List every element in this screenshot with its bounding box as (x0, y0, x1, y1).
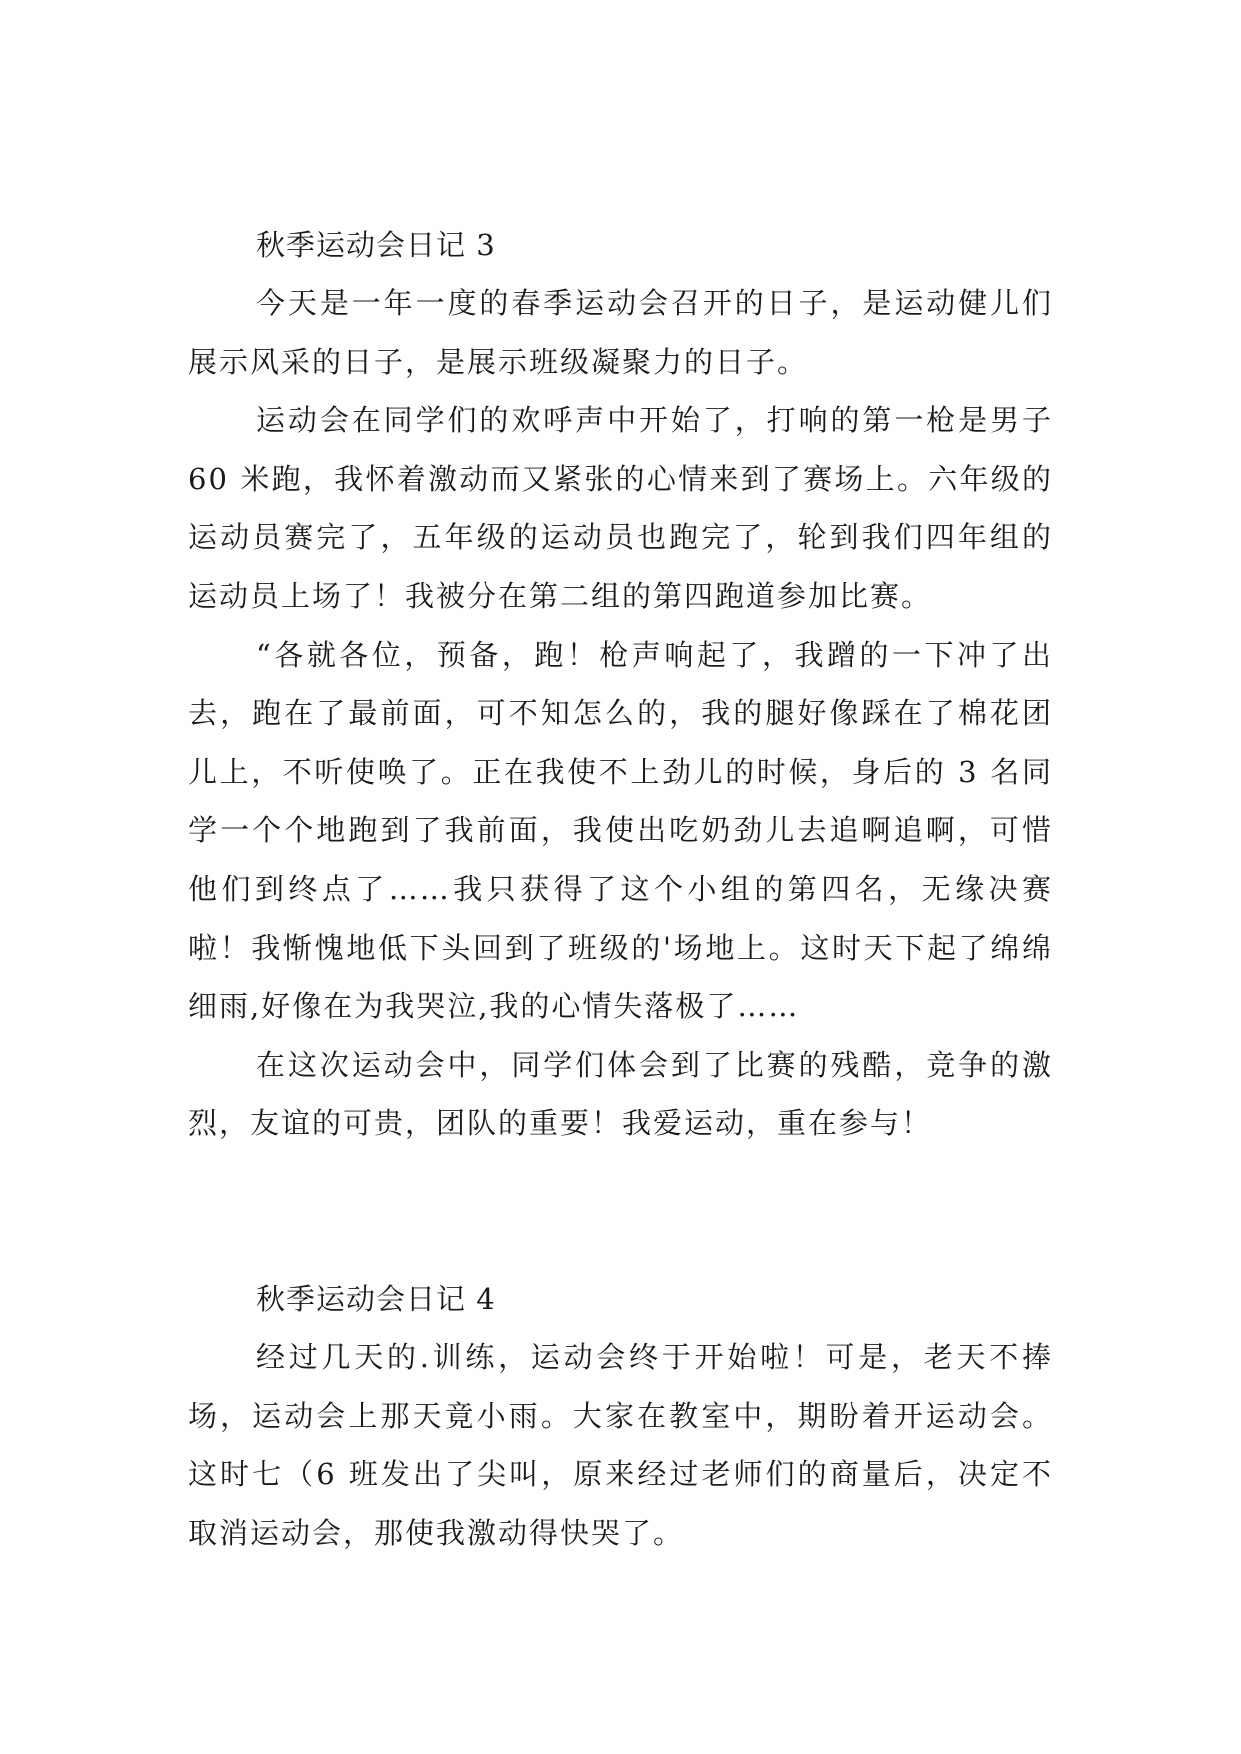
section-title: 秋季运动会日记 4 (256, 1282, 496, 1316)
document-page (188, 0, 1053, 1754)
paragraph: 今天是一年一度的春季运动会召开的日子，是运动健儿们展示风采的日子，是展示班级凝聚力的日子。 (188, 286, 1053, 379)
paragraph: 运动会在同学们的欢呼声中开始了，打响的第一枪是男子 60 米跑，我怀着激动而又紧张的心情来到了赛场上。六年级的运动员赛完了，五年级的运动员也跑完了，轮到我们四年组的运动员上场了！我被分在第二组的第四跑道参加比赛。 (188, 403, 1053, 613)
paragraph: 经过几天的.训练，运动会终于开始啦！可是，老天不捧场，运动会上那天竟小雨。大家在教室中，期盼着开运动会。这时七（6 班发出了尖叫，原来经过老师们的商量后，决定不取消运动会，那使我激动得快哭了。 (188, 1340, 1053, 1550)
paragraph: 在这次运动会中，同学们体会到了比赛的残酷，竞争的激烈，友谊的可贵，团队的重要！我爱运动，重在参与！ (188, 1047, 1053, 1141)
diary-entry-3 (188, 216, 1053, 1153)
section-title: 秋季运动会日记 3 (256, 228, 496, 262)
diary-entry-4 (188, 1270, 1053, 1562)
paragraph: “各就各位，预备，跑！枪声响起了，我蹭的一下冲了出去，跑在了最前面，可不知怎么的，我的腿好像踩在了棉花团儿上，不听使唤了。正在我使不上劲儿的时候，身后的 3 名同学一个个地跑到了我前面，我使出吃奶劲儿去追啊追啊，可惜他们到终点了……我只获得了这个小组的第四名，无缘决赛啦！我惭愧地低下头回到了班级的'场地上。这时天下起了绵绵细雨,好像在为我哭泣,我的心情失落极了…… (188, 637, 1053, 1024)
